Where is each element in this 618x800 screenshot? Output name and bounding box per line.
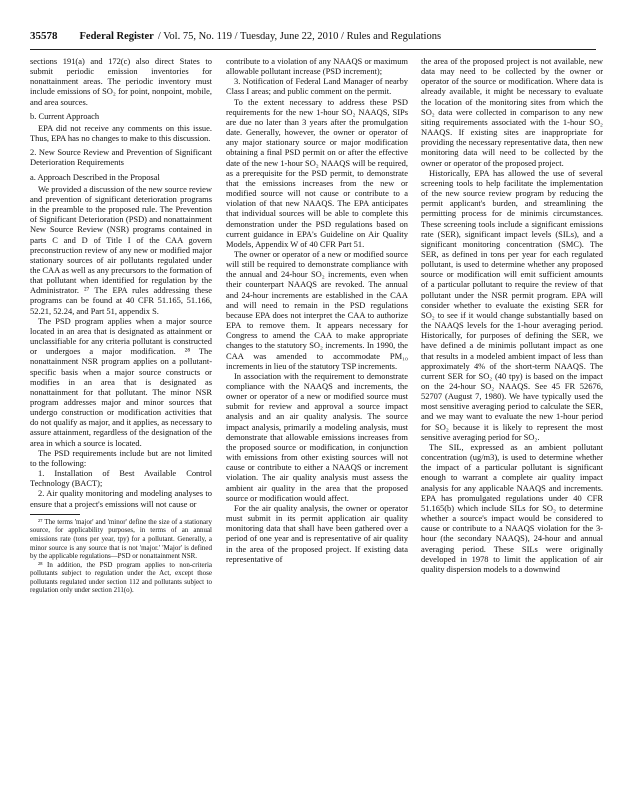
body-paragraph: contribute to a violation of any NAAQS or maximum allowable pollutant increase (PSD increment); xyxy=(226,56,408,77)
text-column-3 xyxy=(421,56,603,574)
footnote: ²⁸ In addition, the PSD program applies to non-criteria pollutants subject to regulation under the Act, except those pollutants regulated under section 112 and pollutants subject to regulation only under section 211(o). xyxy=(30,560,212,595)
body-paragraph: The SIL, expressed as an ambient pollutant concentration (ug/m3), is used to determine whether the impact of a particular pollutant is significant enough to warrant a complete air quality impact analysis for any applicable NAAQS and increments. EPA has promulgated regulations under 40 CFR 51.165(b) which include SILs for SO₂ to determine whether a source's impact would be considered to cause or contribute to a NAAQS violation for the 3-hour (the secondary NAAQS), 24-hour and annual averaging period. These SILs were originally developed in 1978 to limit the application of air quality dispersion models to a downwind xyxy=(421,441,603,574)
section-heading: a. Approach Described in the Proposal xyxy=(30,171,160,182)
body-paragraph: The PSD requirements include but are not limited to the following: xyxy=(30,447,212,468)
publication-name: Federal Register xyxy=(79,31,154,42)
body-paragraph: 1. Installation of Best Available Control Technology (BACT); xyxy=(30,468,212,489)
body-paragraph: EPA did not receive any comments on this issue. Thus, EPA has no changes to make to this discussion. xyxy=(30,122,212,144)
footnote-rule xyxy=(30,514,80,515)
body-paragraph: The PSD program applies when a major source located in an area that is designated as attainment or unclassifiable for any criteria pollutant is constructed or undergoes a major modification. ²⁸ The nonattainment NSR program applies on a pollutant-specific basis when a major source constructs or modifies in an area that is designated as nonattainment for that pollutant. The minor NSR program addresses major and minor sources that undergo construction or modification activities that do not qualify as major, and it applies, as necessary to assure attainment, regardless of the designation of the area in which a source is located. xyxy=(30,315,212,448)
header-rule xyxy=(30,49,596,50)
section-heading: b. Current Approach xyxy=(30,110,100,121)
body-paragraph: The owner or operator of a new or modified source will still be required to demonstrate compliance with the annual and 24-hour SO₂ increments, even when their counterpart NAAQS are revoked. The annual and 24-hour increments are established in the CAA and will need to remain in the PSD regulations because EPA does not interpret the CAA to authorize EPA to remove them. It appears necessary for Congress to amend the CAA to make appropriate changes to the statutory SO₂ increments. In 1990, the CAA was amended to accommodate PM₁₀ increments in lieu of the statutory TSP increments. xyxy=(226,248,408,371)
body-paragraph: 3. Notification of Federal Land Manager of nearby Class I areas; and public comment on the permit. xyxy=(226,76,408,97)
body-paragraph: In association with the requirement to demonstrate compliance with the NAAQS and increments, the owner or operator of a new or modified source must submit for review and approval a source impact analysis and an air quality analysis. The source impact analysis, primarily a modeling analysis, must demonstrate that allowable emissions increases from the proposed source or modification, in conjunction with emissions from other existing sources will not cause or contribute to either a NAAQS or increment violation. The air quality analysis must assess the ambient air quality in the area that the proposed source or modification would affect. xyxy=(226,370,408,503)
body-paragraph: 2. Air quality monitoring and modeling analyses to ensure that a project's emissions will not cause or xyxy=(30,488,212,509)
page-header xyxy=(30,30,596,46)
footnote: ²⁷ The terms 'major' and 'minor' define the size of a stationary source, for applicability purposes, in terms of an annual emissions rate (tons per year, tpy) for a pollutant. Generally, a minor source is any source that is not 'major.' 'Major' is defined by the applicable regulations—PSD or nonattainment NSR. xyxy=(30,517,212,561)
page-number: 35578 xyxy=(30,30,58,42)
body-paragraph: sections 191(a) and 172(c) also direct States to submit periodic emission inventories for nonattainment areas. The periodic inventory must include emissions of SO₂ for point, nonpoint, mobile, and area sources. xyxy=(30,56,212,107)
body-paragraph: To the extent necessary to address these PSD requirements for the new 1-hour SO₂ NAAQS, SIPs are due no later than 3 years after the promulgation date. Generally, however, the owner or operator of any major stationary source or major modification obtaining a final PSD permit on or after the effective date of the new 1-hour SO₂ NAAQS will be required, as a prerequisite for the PSD permit, to demonstrate that the emissions increases from the new or modified source will not cause or contribute to a violation of that new NAAQS. The EPA anticipates that individual sources will be able to complete this demonstration under the PSD regulations based on current guidance in EPA's Guideline on Air Quality Models, Appendix W of 40 CFR Part 51. xyxy=(226,96,408,249)
section-heading: 2. New Source Review and Prevention of Significant Deterioration Requirements xyxy=(30,147,212,168)
body-paragraph: Historically, EPA has allowed the use of several screening tools to help facilitate the implementation of the new source review program by reducing the permit applicant's burden, and streamlining the permitting process for de minimis circumstances. These screening tools include a significant emissions rate (SER), significant impact levels (SILs), and a significant monitoring concentration (SMC). The SER, as defined in tons per year for each regulated pollutant, is used to determine whether any proposed source or modification will emit sufficient amounts of a particular pollutant to require the review of that pollutant under the NSR permit program. EPA will consider whether to evaluate the existing SER for SO₂ to see if it would change substantially based on the NAAQS levels for the 1-hour averaging period. Historically, for purposes of defining the SER, we have defined a de minimis pollutant impact as one that results in a modeled ambient impact of less than approximately 4% of the short-term NAAQS. The current SER for SO₂ (40 tpy) is based on the impact on the 24-hour SO₂ NAAQS. See 45 FR 52676, 52707 (August 7, 1980). We have typically used the most sensitive averaging period to calculate the SER, and we may want to evaluate the new 1-hour period for SO₂ because it is likely to represent the most sensitive averaging period for SO₂. xyxy=(421,167,603,442)
text-column-2 xyxy=(226,56,408,564)
body-paragraph: For the air quality analysis, the owner or operator must submit in its permit application air quality monitoring data that shall have been gathered over a period of one year and is representative of air quality in the area of the proposed project. If existing data representative of xyxy=(226,502,408,564)
text-column-1 xyxy=(30,56,212,595)
body-paragraph: We provided a discussion of the new source review and prevention of significant deterioration programs in the preamble to the proposed rule. The Prevention of Significant Deterioration (PSD) and nonattainment New Source Review (NSR) programs contained in parts C and D of Title I of the CAA govern preconstruction review of any new or modified major stationary sources of air pollutants regulated under the CAA as well as any precursors to the formation of that pollutant when identified for regulation by the Administrator. ²⁷ The EPA rules addressing these programs can be found at 40 CFR 51.165, 51.166, 52.21, 52.24, and Part 51, appendix S. xyxy=(30,183,212,316)
volume-issue-line: / Vol. 75, No. 119 / Tuesday, June 22, 2010 / Rules and Regulations xyxy=(157,31,442,42)
body-paragraph: the area of the proposed project is not available, new data may need to be collected by the owner or operator of the source or modification. Where data is already available, it might be necessary to evaluate the location of the monitoring sites from which the SO₂ data were collected in comparison to any new siting requirements associated with the 1-hour SO₂ NAAQS. If existing sites are inappropriate for providing the necessary representative data, then new monitoring data will need to be collected by the owner or operator of the proposed project. xyxy=(421,56,603,168)
